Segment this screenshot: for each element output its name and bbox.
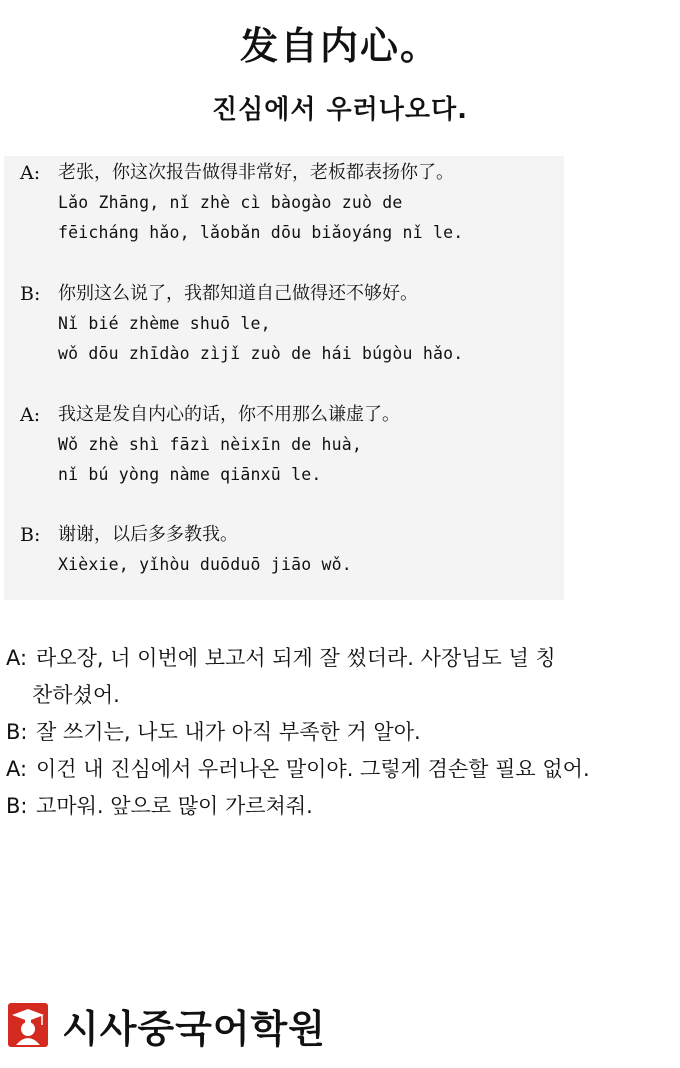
pinyin-line: wǒ dōu zhīdào zìjǐ zuò de hái búgòu hǎo. xyxy=(58,344,464,363)
hanzi-line: 你别这么说了，我都知道自己做得还不够好。 xyxy=(58,283,418,304)
korean-speaker: A: xyxy=(6,757,28,781)
dialog-turn-2 xyxy=(20,279,560,369)
pinyin-line: Nǐ bié zhème shuō le, xyxy=(58,314,271,333)
speaker-label: A: xyxy=(20,404,41,426)
pinyin-line: Wǒ zhè shì fāzì nèixīn de huà, xyxy=(58,435,363,454)
speaker-label: B: xyxy=(20,524,41,546)
hanzi-line: 我这是发自内心的话，你不用那么谦虚了。 xyxy=(58,404,400,425)
pinyin-line: nǐ bú yòng nàme qiānxū le. xyxy=(58,465,322,484)
korean-line xyxy=(6,677,674,714)
korean-speaker: B: xyxy=(6,794,28,818)
dialog-turn-3 xyxy=(20,400,560,490)
academy-name: 시사중국어학원 xyxy=(62,1006,326,1051)
pinyin-line: Xièxie, yǐhòu duōduō jiāo wǒ. xyxy=(58,555,352,574)
academy-emblem-icon xyxy=(6,1001,50,1049)
speaker-label: A: xyxy=(20,162,41,184)
pinyin-line: fēicháng hǎo, lǎobǎn dōu biǎoyáng nǐ le. xyxy=(58,223,464,242)
academy-logo xyxy=(6,996,326,1054)
hanzi-line: 老张，你这次报告做得非常好，老板都表扬你了。 xyxy=(58,162,454,183)
korean-speaker: A: xyxy=(6,646,28,670)
pinyin-line: Lǎo Zhāng, nǐ zhè cì bàogào zuò de xyxy=(58,193,403,212)
korean-line xyxy=(6,751,674,788)
korean-text: 라오장, 너 이번에 보고서 되게 잘 썼더라. 사장님도 널 칭 xyxy=(36,646,556,670)
korean-text: 고마워. 앞으로 많이 가르쳐줘. xyxy=(36,794,313,818)
korean-line xyxy=(6,640,674,677)
korean-text: 잘 쓰기는, 나도 내가 아직 부족한 거 알아. xyxy=(36,720,421,744)
korean-line xyxy=(6,714,674,751)
hanzi-line: 谢谢，以后多多教我。 xyxy=(58,524,238,545)
speaker-label: B: xyxy=(20,283,41,305)
title-korean: 진심에서 우러나오다. xyxy=(212,95,468,125)
title-chinese: 发自内心。 xyxy=(239,23,440,68)
korean-line xyxy=(6,788,674,825)
korean-text: 이건 내 진심에서 우러나온 말이야. 그렇게 겸손할 필요 없어. xyxy=(36,757,590,781)
korean-speaker: B: xyxy=(6,720,28,744)
dialog-turn-1 xyxy=(20,158,560,248)
korean-text: 찬하셨어. xyxy=(32,683,120,707)
korean-translation xyxy=(6,640,674,825)
dialog-turn-4 xyxy=(20,520,560,580)
chinese-dialog-box xyxy=(4,156,564,600)
